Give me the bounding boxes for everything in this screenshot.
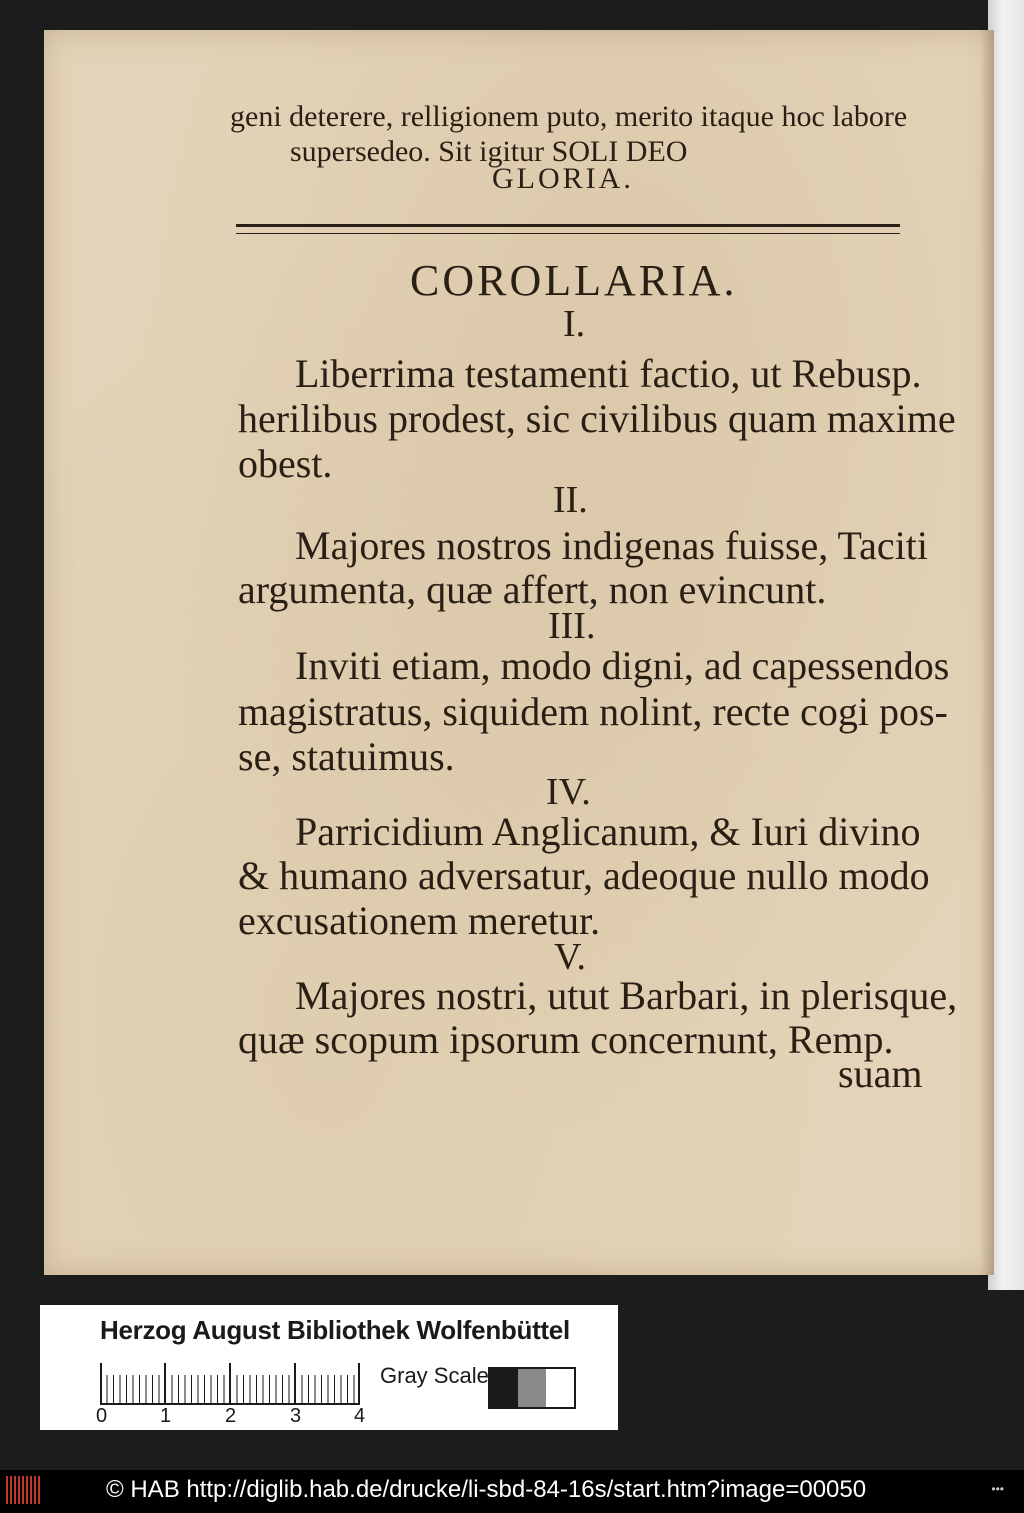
- swatch-black: [490, 1369, 518, 1407]
- swatch-gray: [518, 1369, 546, 1407]
- corollary-2-line-2: argumenta, quæ affert, non evincunt.: [238, 567, 827, 612]
- corollary-3-line-2: magistratus, siquidem nolint, recte cogi pos-: [238, 689, 948, 734]
- corollary-3-line-3: se, statuimus.: [238, 734, 455, 779]
- scale-ruler: [100, 1363, 360, 1405]
- ruler-major-tick: [100, 1363, 102, 1403]
- ruler-major-tick: [229, 1363, 231, 1403]
- ruler-digit-1: 1: [160, 1405, 172, 1427]
- top-line-3: GLORIA.: [492, 162, 634, 195]
- ruler-major-tick: [358, 1363, 360, 1403]
- numeral-1: I.: [563, 303, 586, 345]
- numeral-3: III.: [548, 605, 596, 647]
- ruler-digit-3: 3: [290, 1405, 302, 1427]
- barcode-icon: [6, 1476, 42, 1504]
- corollary-4-line-2: & humano adversatur, adeoque nullo modo: [238, 853, 930, 898]
- corollary-4-line-3: excusationem meretur.: [238, 898, 601, 943]
- top-line-2: supersedeo. Sit igitur SOLI DEO: [290, 135, 688, 168]
- scale-card: [40, 1305, 618, 1430]
- corollary-4-line-1: Parricidium Anglicanum, & Iuri divino: [295, 809, 921, 854]
- numeral-2: II.: [553, 479, 588, 521]
- ruler-digit-0: 0: [96, 1405, 108, 1427]
- footer-url-text: © HAB http://diglib.hab.de/drucke/li-sbd-84-16s/start.htm?image=00050: [106, 1476, 867, 1503]
- ruler-digit-4: 4: [354, 1405, 366, 1427]
- footer-dots: •••: [991, 1482, 1004, 1496]
- corollary-5-line-2: quæ scopum ipsorum concernunt, Remp.: [238, 1017, 894, 1062]
- library-name: Herzog August Bibliothek Wolfenbüttel: [100, 1315, 570, 1345]
- page-gutter-shadow: [980, 30, 994, 1275]
- top-line-1: geni deterere, relligionem puto, merito itaque hoc labore: [230, 100, 908, 133]
- ruler-major-tick: [294, 1363, 296, 1403]
- corollary-1-line-3: obest.: [238, 441, 333, 486]
- swatch-white: [546, 1369, 574, 1407]
- numeral-4: IV.: [546, 771, 591, 813]
- corollary-5-line-1: Majores nostri, utut Barbari, in plerisque,: [295, 973, 958, 1018]
- corollary-2-line-1: Majores nostros indigenas fuisse, Taciti: [295, 523, 929, 568]
- numeral-5: V.: [554, 936, 587, 978]
- double-rule-divider: [236, 224, 900, 234]
- corollary-1-line-2: herilibus prodest, sic civilibus quam maxime: [238, 396, 956, 441]
- footer-bar: [0, 1470, 1024, 1513]
- catchword: suam: [838, 1051, 923, 1096]
- corollary-1-line-1: Liberrima testamenti factio, ut Rebusp.: [295, 351, 922, 396]
- gray-scale-label: Gray Scale: [380, 1363, 489, 1388]
- gray-scale-swatches: [488, 1367, 576, 1409]
- ruler-digit-2: 2: [225, 1405, 237, 1427]
- ruler-major-tick: [164, 1363, 166, 1403]
- section-heading: COROLLARIA.: [410, 256, 738, 305]
- corollary-3-line-1: Inviti etiam, modo digni, ad capessendos: [295, 643, 950, 688]
